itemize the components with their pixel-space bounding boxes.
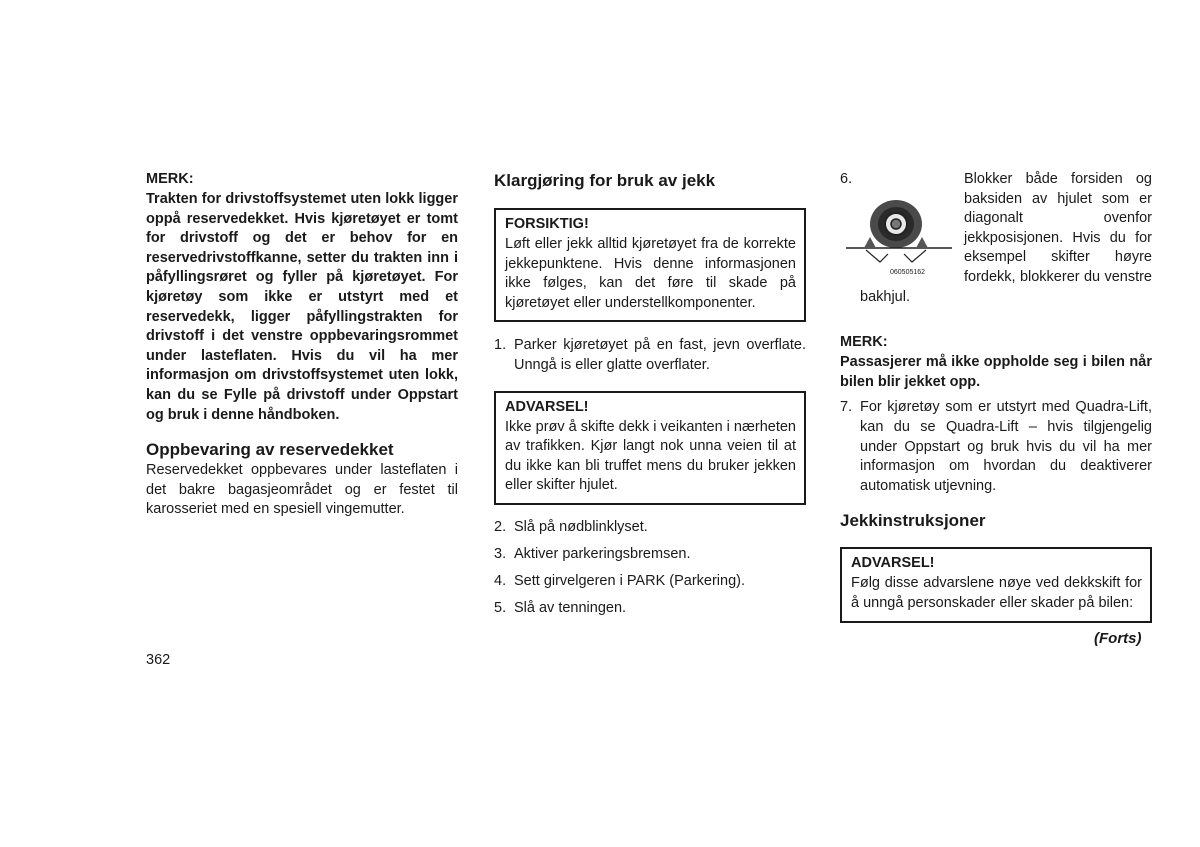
- wheel-chock-illustration: [840, 170, 956, 278]
- step-3: [494, 545, 806, 565]
- caution-text: Løft eller jekk alltid kjøretøyet fra de korrekte jekkepunktene. Hvis denne informasjonen ikke følges, kan det føre til skade på kjøretøyet eller understellkomponenter.: [505, 236, 796, 311]
- step-2: [494, 518, 806, 538]
- step-number: 3.: [494, 546, 507, 563]
- warning-text: Ikke prøv å skifte dekk i veikanten i nærheten av trafikken. Kjør langt nok unna veien til at du ikke kan bli truffet mens du bruker jekken eller skifter hjulet.: [505, 418, 796, 494]
- spare-tire-storage-heading: Oppbevaring av reservedekket: [146, 440, 394, 460]
- step-number: 4.: [494, 573, 507, 590]
- warning-box: [840, 547, 1152, 622]
- step-number: 2.: [494, 518, 507, 535]
- step-7: [840, 398, 1152, 496]
- figure-code: 060505162: [890, 269, 926, 276]
- warning-title: ADVARSEL!: [851, 555, 935, 572]
- caution-box: [494, 208, 806, 322]
- middle-column: [494, 170, 806, 619]
- step-6: [840, 170, 1152, 307]
- step-5: [494, 599, 806, 619]
- jack-instructions-heading: Jekkinstruksjoner: [840, 511, 986, 531]
- step-text: Slå av tenningen.: [514, 600, 627, 617]
- spare-tire-storage-text: Reservedekket oppbevares under lasteflaten i det bakre bagasjeområdet og er festet til karosseriet med en spesiell vingemutter.: [146, 462, 458, 518]
- step-1: [494, 336, 806, 375]
- step-number: 7.: [840, 399, 853, 416]
- step-number: 1.: [494, 337, 507, 354]
- caution-title: FORSIKTIG!: [505, 216, 589, 232]
- step-number: 6.: [840, 171, 853, 187]
- page-number: 362: [146, 652, 171, 668]
- continued-label: (Forts): [1094, 630, 1142, 647]
- step-text: Aktiver parkeringsbremsen.: [514, 546, 691, 563]
- fuel-funnel-note: Trakten for drivstoffsystemet uten lokk ligger oppå reservedekket. Hvis kjøretøyet er tomt for drivstoff og det er behov for en reservedrivstoffkanne, setter du trakten inn i påfyllingsrøret og fyller på kjøretøyet. For kjøretøy som ikke er utstyrt med et reservedekk, ligger påfyllingstrakten for drivstoff i det venstre oppbevaringsrommet under lasteflaten. Hvis du vil ha mer informasjon om drivstoffsystemet uten lokk, kan du se Fylle på drivstoff under Oppstart og bruk i denne håndboken.: [146, 191, 458, 423]
- passenger-note: Passasjerer må ikke oppholde seg i bilen når bilen blir jekket opp.: [840, 354, 1152, 390]
- warning-box: [494, 391, 806, 505]
- right-column: [840, 170, 1152, 623]
- step-text: Sett girvelgeren i PARK (Parkering).: [514, 573, 746, 590]
- step-text: Parker kjøretøyet på en fast, jevn overflate. Unngå is eller glatte overflater.: [514, 337, 806, 373]
- step-text: Blokker både forsiden og baksiden av hjulet som er diagonalt ovenfor jekkposisjonen. Hvis du for eksempel skifter høyre fordekk, blokkerer du venstre bakhjul.: [860, 171, 1152, 305]
- note-label: MERK:: [146, 171, 194, 187]
- step-number: 5.: [494, 600, 507, 617]
- step-text: For kjøretøy som er utstyrt med Quadra-Lift, kan du se Quadra-Lift – hvis tilgjengelig under Oppstart og bruk hvis du vil ha mer informasjon om hvordan du deaktiverer automatisk utjevning.: [860, 399, 1152, 494]
- step-text: Slå på nødblinklyset.: [514, 518, 648, 535]
- warning-text: Følg disse advarslene nøye ved dekkskift for å unngå personskader eller skader på bilen:: [851, 575, 1142, 611]
- left-column: [146, 170, 458, 520]
- jack-preparation-heading: Klargjøring for bruk av jekk: [494, 171, 716, 190]
- note-label: MERK:: [840, 334, 888, 351]
- step-4: [494, 572, 806, 592]
- warning-title: ADVARSEL!: [505, 398, 589, 415]
